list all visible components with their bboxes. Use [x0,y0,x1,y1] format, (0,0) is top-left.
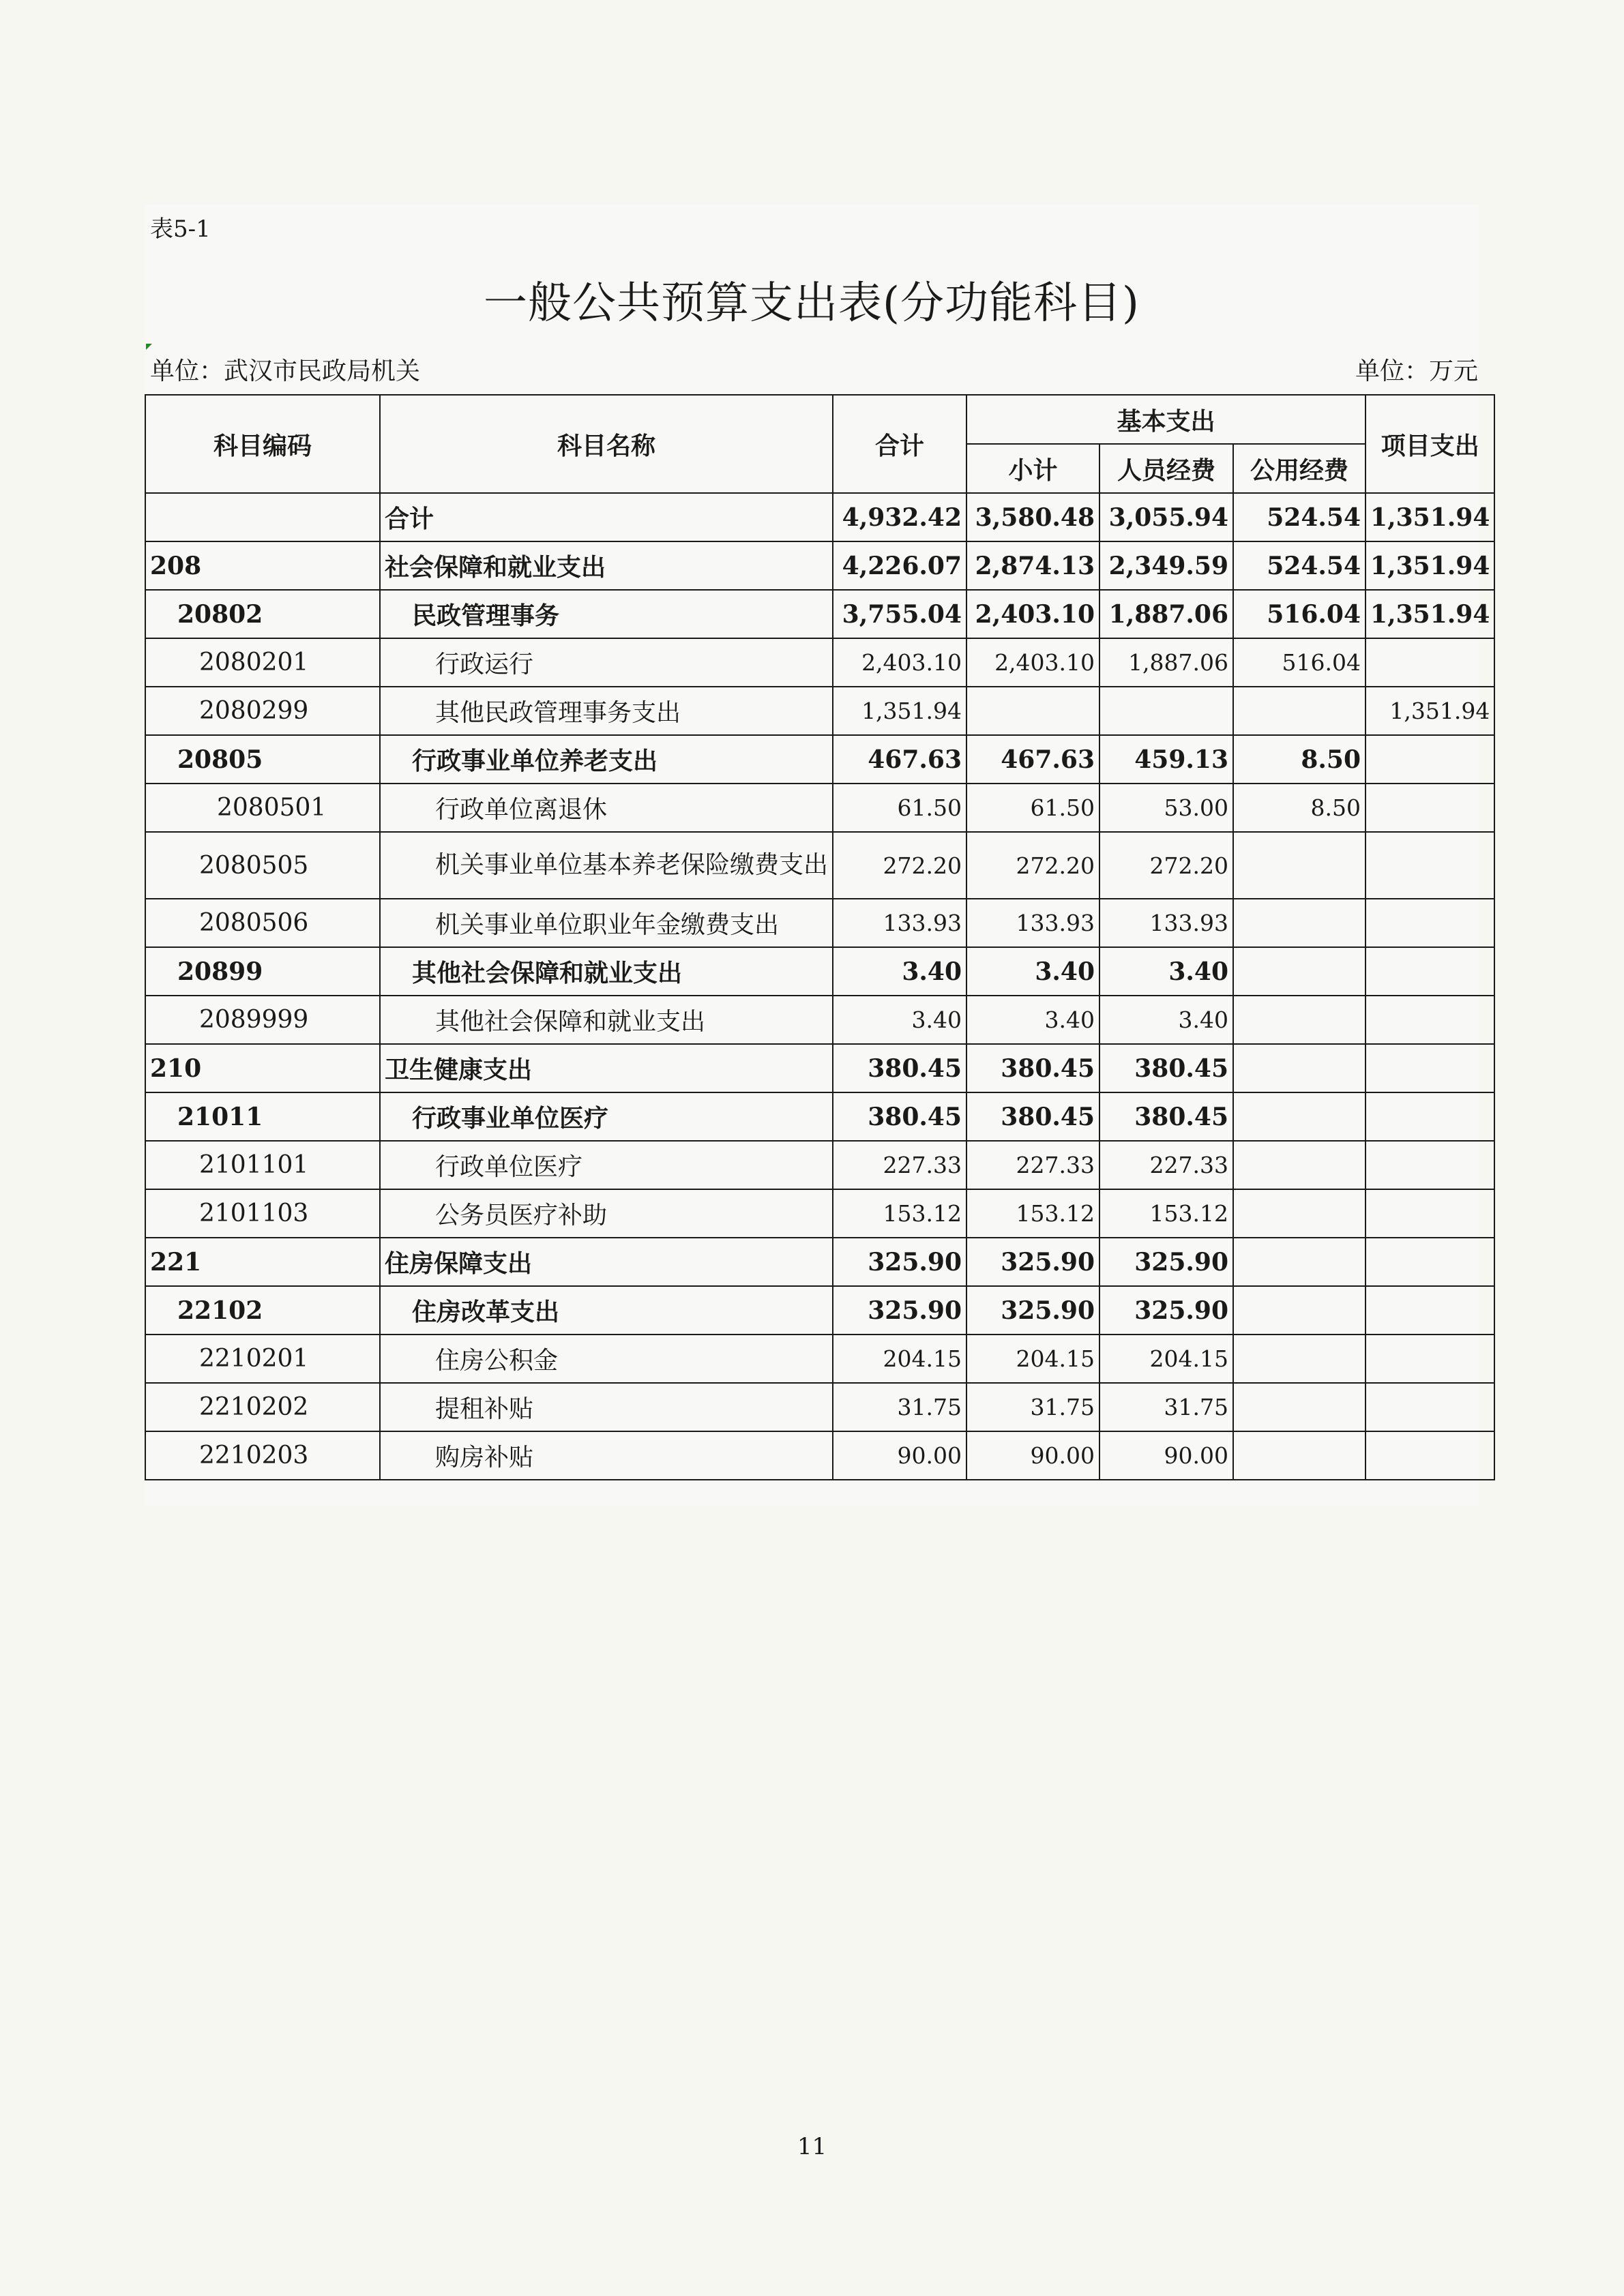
table-row [145,1141,1494,1189]
cell-personnel: 325.90 [1099,1286,1233,1335]
table-row [145,1431,1494,1480]
cell-personnel: 325.90 [1099,1238,1233,1286]
header-total: 合计 [833,395,966,493]
cell-personnel: 227.33 [1099,1141,1233,1189]
header-code: 科目编码 [145,395,380,493]
cell-code: 21011 [145,1092,380,1141]
cell-subtotal: 272.20 [966,832,1099,899]
cell-name: 其他民政管理事务支出 [380,687,833,735]
table-row [145,1238,1494,1286]
cell-subtotal: 325.90 [966,1286,1099,1335]
cell-code: 2080501 [145,784,380,832]
cell-name: 卫生健康支出 [380,1044,833,1092]
cell-project [1365,1383,1494,1431]
cell-name: 机关事业单位职业年金缴费支出 [380,899,833,947]
cell-project [1365,1335,1494,1383]
cell-subtotal: 204.15 [966,1335,1099,1383]
cell-code: 2210201 [145,1335,380,1383]
cell-personnel: 90.00 [1099,1431,1233,1480]
cell-project [1365,899,1494,947]
cell-project [1365,1141,1494,1189]
cell-public [1233,1189,1365,1238]
cell-project: 1,351.94 [1365,590,1494,638]
cell-public [1233,1044,1365,1092]
cell-name: 购房补贴 [380,1431,833,1480]
cell-name: 民政管理事务 [380,590,833,638]
cell-public [1233,1141,1365,1189]
cell-personnel: 31.75 [1099,1383,1233,1431]
cell-name: 公务员医疗补助 [380,1189,833,1238]
cell-total: 204.15 [833,1335,966,1383]
table-row [145,832,1494,899]
cell-public [1233,1286,1365,1335]
cell-personnel: 2,349.59 [1099,541,1233,590]
cell-name: 行政运行 [380,638,833,687]
cell-code: 2101103 [145,1189,380,1238]
cell-personnel: 1,887.06 [1099,590,1233,638]
cell-code: 20899 [145,947,380,996]
unit-organization: 单位：武汉市民政局机关 [150,357,421,385]
cell-total: 380.45 [833,1044,966,1092]
cell-project [1365,1238,1494,1286]
header-project-expenditure: 项目支出 [1365,395,1494,493]
cell-subtotal: 3.40 [966,947,1099,996]
cell-code: 2089999 [145,996,380,1044]
cell-subtotal: 3,580.48 [966,493,1099,541]
cell-personnel: 459.13 [1099,735,1233,784]
cell-name: 住房保障支出 [380,1238,833,1286]
cell-project: 1,351.94 [1365,541,1494,590]
cell-personnel [1099,687,1233,735]
cell-project [1365,1092,1494,1141]
cell-public [1233,996,1365,1044]
cell-subtotal: 380.45 [966,1092,1099,1141]
header-personnel: 人员经费 [1099,444,1233,493]
cell-total: 325.90 [833,1238,966,1286]
cell-public [1233,947,1365,996]
cell-code: 20802 [145,590,380,638]
cell-project [1365,1044,1494,1092]
cell-name: 行政单位离退休 [380,784,833,832]
cell-personnel: 272.20 [1099,832,1233,899]
table-row [145,1286,1494,1335]
table-row [145,735,1494,784]
cell-project [1365,735,1494,784]
table-row [145,541,1494,590]
cell-total: 467.63 [833,735,966,784]
cell-subtotal: 2,403.10 [966,590,1099,638]
cell-code: 2101101 [145,1141,380,1189]
table-row [145,947,1494,996]
table-row [145,638,1494,687]
cell-subtotal: 2,403.10 [966,638,1099,687]
cell-total: 380.45 [833,1092,966,1141]
cell-total: 3.40 [833,947,966,996]
table-number: 表5-1 [150,215,211,243]
page-title: 一般公共预算支出表(分功能科目) [484,278,1140,329]
cell-subtotal: 61.50 [966,784,1099,832]
cell-subtotal: 467.63 [966,735,1099,784]
cell-subtotal: 153.12 [966,1189,1099,1238]
cell-name: 其他社会保障和就业支出 [380,996,833,1044]
cell-total: 133.93 [833,899,966,947]
cell-total: 90.00 [833,1431,966,1480]
cell-project: 1,351.94 [1365,493,1494,541]
cell-public: 516.04 [1233,590,1365,638]
cell-public [1233,1383,1365,1431]
cell-public: 516.04 [1233,638,1365,687]
cell-public [1233,1092,1365,1141]
cell-name: 机关事业单位基本养老保险缴费支出 [380,832,833,899]
cell-name: 行政单位医疗 [380,1141,833,1189]
table-row [145,1189,1494,1238]
table-row [145,493,1494,541]
cell-personnel: 204.15 [1099,1335,1233,1383]
cell-public: 8.50 [1233,784,1365,832]
cell-subtotal: 31.75 [966,1383,1099,1431]
cell-subtotal: 3.40 [966,996,1099,1044]
table-row [145,1383,1494,1431]
cell-subtotal: 2,874.13 [966,541,1099,590]
cell-public: 8.50 [1233,735,1365,784]
cell-total: 153.12 [833,1189,966,1238]
cell-code: 221 [145,1238,380,1286]
table-row [145,1044,1494,1092]
cell-code: 2080201 [145,638,380,687]
cell-project [1365,1431,1494,1480]
cell-total: 3,755.04 [833,590,966,638]
cell-code: 208 [145,541,380,590]
cell-public [1233,687,1365,735]
cell-total: 1,351.94 [833,687,966,735]
cell-name: 社会保障和就业支出 [380,541,833,590]
cell-personnel: 380.45 [1099,1092,1233,1141]
cell-subtotal: 325.90 [966,1238,1099,1286]
page-number: 11 [797,2133,827,2160]
cell-name: 行政事业单位医疗 [380,1092,833,1141]
cell-public [1233,1238,1365,1286]
cell-project [1365,638,1494,687]
cell-personnel: 3.40 [1099,947,1233,996]
cell-subtotal: 227.33 [966,1141,1099,1189]
cell-total: 4,226.07 [833,541,966,590]
table-row [145,590,1494,638]
cell-subtotal: 90.00 [966,1431,1099,1480]
cell-code [145,493,380,541]
cell-project [1365,996,1494,1044]
cell-total: 31.75 [833,1383,966,1431]
cell-public [1233,832,1365,899]
cell-subtotal [966,687,1099,735]
table-row [145,1335,1494,1383]
budget-table [145,394,1495,1480]
cell-code: 2210203 [145,1431,380,1480]
cell-total: 61.50 [833,784,966,832]
cell-code: 2080299 [145,687,380,735]
cell-code: 20805 [145,735,380,784]
cell-project: 1,351.94 [1365,687,1494,735]
cell-public [1233,1431,1365,1480]
cell-public: 524.54 [1233,493,1365,541]
cell-project [1365,1189,1494,1238]
cell-name: 行政事业单位养老支出 [380,735,833,784]
cell-total: 3.40 [833,996,966,1044]
cell-subtotal: 133.93 [966,899,1099,947]
cell-name: 合计 [380,493,833,541]
cell-personnel: 153.12 [1099,1189,1233,1238]
header-basic-expenditure: 基本支出 [966,395,1365,444]
header-subtotal: 小计 [966,444,1099,493]
table-row [145,996,1494,1044]
cell-total: 4,932.42 [833,493,966,541]
cell-total: 272.20 [833,832,966,899]
cell-name: 住房改革支出 [380,1286,833,1335]
cell-name: 提租补贴 [380,1383,833,1431]
cell-public [1233,899,1365,947]
cell-public [1233,1335,1365,1383]
cell-public: 524.54 [1233,541,1365,590]
cell-personnel: 3,055.94 [1099,493,1233,541]
cell-project [1365,832,1494,899]
header-name: 科目名称 [380,395,833,493]
cell-personnel: 3.40 [1099,996,1233,1044]
table-row [145,1092,1494,1141]
cell-name: 其他社会保障和就业支出 [380,947,833,996]
cell-personnel: 1,887.06 [1099,638,1233,687]
table-row [145,784,1494,832]
cell-personnel: 53.00 [1099,784,1233,832]
cell-total: 227.33 [833,1141,966,1189]
cell-project [1365,947,1494,996]
cell-project [1365,784,1494,832]
cell-project [1365,1286,1494,1335]
cell-marker [146,344,152,350]
cell-personnel: 380.45 [1099,1044,1233,1092]
cell-name: 住房公积金 [380,1335,833,1383]
cell-subtotal: 380.45 [966,1044,1099,1092]
cell-code: 2080506 [145,899,380,947]
header-public: 公用经费 [1233,444,1365,493]
cell-personnel: 133.93 [1099,899,1233,947]
unit-currency: 单位：万元 [1355,357,1478,385]
cell-code: 2080505 [145,832,380,899]
cell-code: 210 [145,1044,380,1092]
table-row [145,899,1494,947]
cell-code: 2210202 [145,1383,380,1431]
cell-code: 22102 [145,1286,380,1335]
table-row [145,687,1494,735]
cell-total: 2,403.10 [833,638,966,687]
cell-total: 325.90 [833,1286,966,1335]
